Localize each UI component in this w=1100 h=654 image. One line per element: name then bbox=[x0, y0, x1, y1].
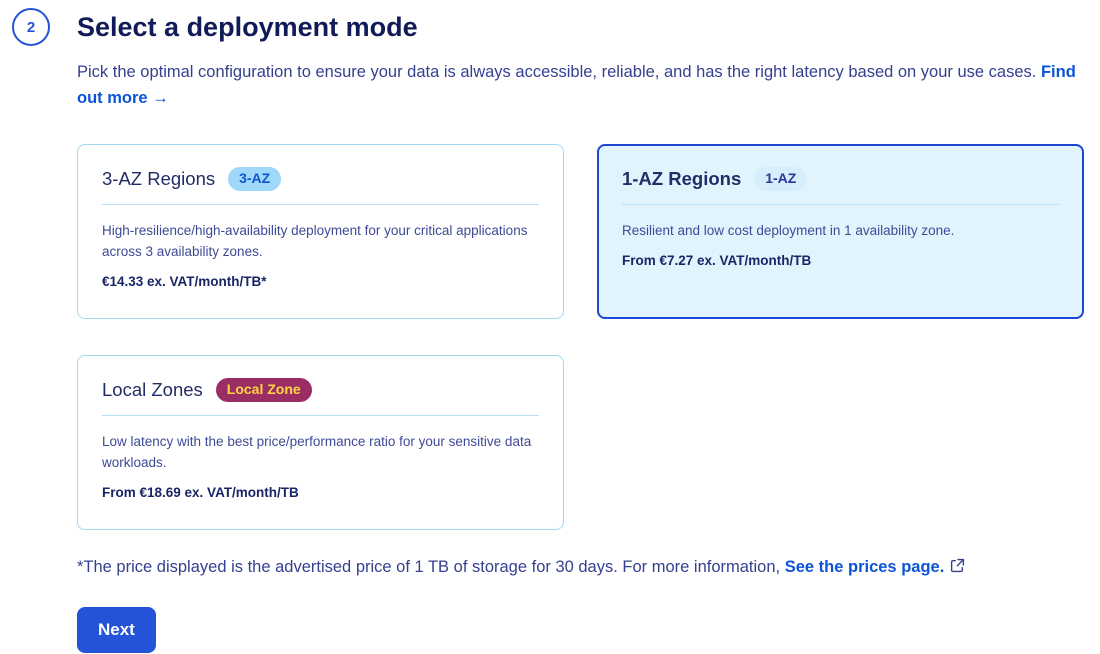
card-price: From €18.69 ex. VAT/month/TB bbox=[102, 485, 299, 500]
card-title: 1-AZ Regions bbox=[622, 168, 742, 189]
external-link-icon bbox=[950, 559, 965, 577]
card-title-row bbox=[102, 167, 539, 191]
card-divider bbox=[102, 204, 539, 205]
find-out-more-label: Find out more bbox=[77, 63, 1076, 107]
card-price: €14.33 ex. VAT/month/TB* bbox=[102, 274, 267, 289]
card-3az-regions[interactable] bbox=[77, 144, 564, 319]
card-description: Low latency with the best price/performance ratio for your sensitive data workloads. bbox=[102, 434, 532, 470]
price-footnote bbox=[77, 555, 1084, 580]
badge-1az: 1-AZ bbox=[754, 167, 807, 191]
card-description: Resilient and low cost deployment in 1 availability zone. bbox=[622, 223, 955, 238]
step-number: 2 bbox=[26, 18, 36, 36]
card-price: From €7.27 ex. VAT/month/TB bbox=[622, 253, 812, 268]
card-title-row bbox=[622, 167, 1059, 191]
card-description: High-resilience/high-availability deployment for your critical applications across 3 availability zones. bbox=[102, 223, 528, 259]
next-button[interactable]: Next bbox=[77, 607, 156, 653]
arrow-right-icon: → bbox=[152, 89, 169, 107]
prices-page-link[interactable] bbox=[785, 558, 945, 576]
description-text: Pick the optimal configuration to ensure your data is always accessible, reliable, and has the right latency based on your use cases. bbox=[77, 63, 1037, 81]
footnote-text: *The price displayed is the advertised price of 1 TB of storage for 30 days. For more information, bbox=[77, 558, 781, 576]
card-1az-regions[interactable] bbox=[597, 144, 1084, 319]
badge-3az: 3-AZ bbox=[228, 167, 281, 191]
card-title: 3-AZ Regions bbox=[102, 168, 216, 189]
deployment-cards bbox=[77, 144, 1084, 530]
card-divider bbox=[102, 415, 539, 416]
card-local-zones[interactable] bbox=[77, 355, 564, 530]
card-title: Local Zones bbox=[102, 379, 203, 400]
card-title-row bbox=[102, 378, 539, 402]
step-number-badge bbox=[12, 8, 50, 46]
card-divider bbox=[622, 204, 1059, 205]
badge-local-zone: Local Zone bbox=[216, 378, 312, 402]
page-title: Select a deployment mode bbox=[77, 12, 418, 42]
step-content bbox=[77, 10, 1084, 653]
page-description bbox=[77, 59, 1084, 111]
prices-page-label: See the prices page. bbox=[784, 558, 945, 576]
